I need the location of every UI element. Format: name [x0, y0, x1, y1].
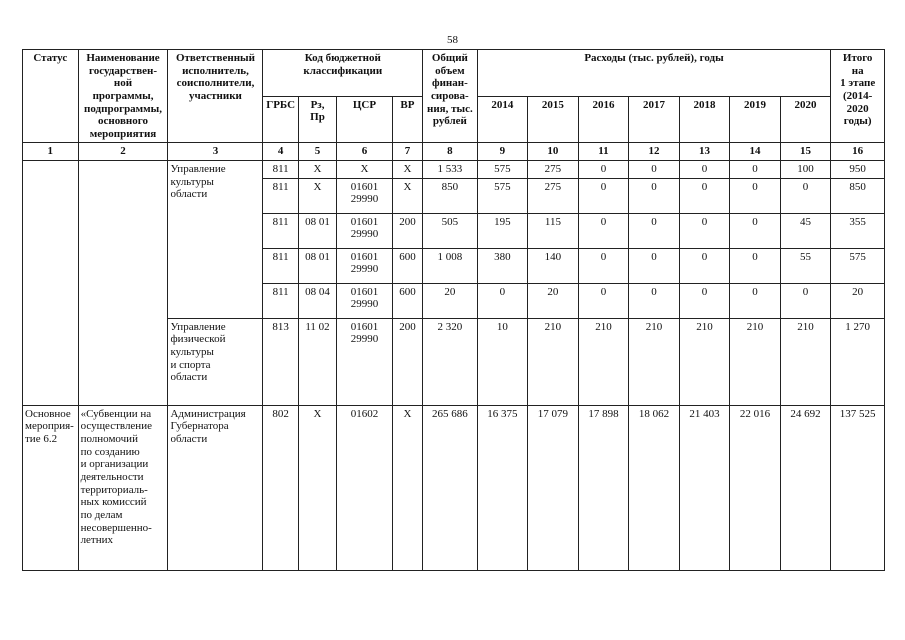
- stage-total-cell: 1 270: [831, 318, 885, 405]
- header-budget-code: Код бюджетной классификации: [263, 50, 423, 97]
- column-number-row: [23, 143, 885, 161]
- year-cell: 55: [780, 248, 831, 283]
- year-cell: 0: [730, 248, 781, 283]
- csr-cell: 01602: [337, 405, 393, 570]
- column-number: 1: [23, 143, 79, 161]
- year-cell: 0: [578, 178, 629, 213]
- csr-cell: 01601 29990: [337, 248, 393, 283]
- rzpr-cell: 08 01: [298, 213, 336, 248]
- header-2017: 2017: [629, 96, 680, 143]
- header-vr: ВР: [392, 96, 422, 143]
- grbs-cell: 811: [263, 161, 298, 179]
- column-number: 9: [477, 143, 528, 161]
- year-cell: 210: [629, 318, 680, 405]
- rzpr-cell: Х: [298, 405, 336, 570]
- column-number: 12: [629, 143, 680, 161]
- year-cell: 275: [528, 178, 579, 213]
- total-cell: 1 008: [423, 248, 478, 283]
- year-cell: 10: [477, 318, 528, 405]
- year-cell: 0: [679, 283, 730, 318]
- total-cell: 2 320: [423, 318, 478, 405]
- header-2016: 2016: [578, 96, 629, 143]
- year-cell: 0: [629, 248, 680, 283]
- year-cell: 17 898: [578, 405, 629, 570]
- year-cell: 21 403: [679, 405, 730, 570]
- column-number: 6: [337, 143, 393, 161]
- year-cell: 210: [679, 318, 730, 405]
- stage-total-cell: 850: [831, 178, 885, 213]
- table-row: [23, 161, 885, 179]
- column-number: 5: [298, 143, 336, 161]
- status-cell-empty: [23, 161, 79, 406]
- grbs-cell: 811: [263, 248, 298, 283]
- year-cell: 0: [679, 213, 730, 248]
- header-expenses: Расходы (тыс. рублей), годы: [477, 50, 831, 97]
- stage-total-cell: 355: [831, 213, 885, 248]
- rzpr-cell: 08 04: [298, 283, 336, 318]
- year-cell: 0: [679, 178, 730, 213]
- year-cell: 0: [629, 213, 680, 248]
- header-status: Статус: [23, 50, 79, 143]
- stage-total-cell: 575: [831, 248, 885, 283]
- grbs-cell: 811: [263, 178, 298, 213]
- executor-cell: Управление физической культуры и спорта области: [168, 318, 263, 405]
- year-cell: 0: [679, 161, 730, 179]
- grbs-cell: 802: [263, 405, 298, 570]
- header-row-1: [23, 50, 885, 97]
- year-cell: 210: [780, 318, 831, 405]
- page-number: 58: [447, 34, 458, 46]
- vr-cell: 600: [392, 248, 422, 283]
- year-cell: 0: [578, 161, 629, 179]
- year-cell: 0: [629, 161, 680, 179]
- name-cell-empty: [78, 161, 168, 406]
- year-cell: 45: [780, 213, 831, 248]
- year-cell: 20: [528, 283, 579, 318]
- rzpr-cell: 11 02: [298, 318, 336, 405]
- year-cell: 195: [477, 213, 528, 248]
- year-cell: 0: [730, 213, 781, 248]
- total-cell: 265 686: [423, 405, 478, 570]
- total-cell: 850: [423, 178, 478, 213]
- year-cell: 0: [578, 283, 629, 318]
- year-cell: 24 692: [780, 405, 831, 570]
- year-cell: 0: [477, 283, 528, 318]
- header-2020: 2020: [780, 96, 831, 143]
- year-cell: 275: [528, 161, 579, 179]
- column-number: 13: [679, 143, 730, 161]
- budget-table: [22, 49, 885, 571]
- executor-cell: Управление культуры области: [168, 161, 263, 319]
- rzpr-cell: 08 01: [298, 248, 336, 283]
- header-rzpr: Рз, Пр: [298, 96, 336, 143]
- year-cell: 0: [629, 283, 680, 318]
- header-executor: Ответственный исполнитель, соисполнители, участники: [168, 50, 263, 143]
- status-cell: Основное мероприя- тие 6.2: [23, 405, 79, 570]
- csr-cell: 01601 29990: [337, 318, 393, 405]
- table-row: [23, 405, 885, 570]
- year-cell: 140: [528, 248, 579, 283]
- year-cell: 0: [730, 283, 781, 318]
- vr-cell: Х: [392, 405, 422, 570]
- column-number: 10: [528, 143, 579, 161]
- column-number: 16: [831, 143, 885, 161]
- vr-cell: 200: [392, 213, 422, 248]
- stage-total-cell: 20: [831, 283, 885, 318]
- year-cell: 17 079: [528, 405, 579, 570]
- year-cell: 0: [780, 178, 831, 213]
- column-number: 7: [392, 143, 422, 161]
- column-number: 3: [168, 143, 263, 161]
- year-cell: 22 016: [730, 405, 781, 570]
- column-number: 2: [78, 143, 168, 161]
- vr-cell: 600: [392, 283, 422, 318]
- executor-cell: Администрация Губернатора области: [168, 405, 263, 570]
- grbs-cell: 811: [263, 213, 298, 248]
- year-cell: 0: [578, 213, 629, 248]
- header-grbs: ГРБС: [263, 96, 298, 143]
- year-cell: 575: [477, 178, 528, 213]
- rzpr-cell: Х: [298, 178, 336, 213]
- header-name: Наименование государствен- ной программы, подпрограммы, основного мероприятия: [78, 50, 168, 143]
- vr-cell: Х: [392, 161, 422, 179]
- csr-cell: 01601 29990: [337, 213, 393, 248]
- grbs-cell: 813: [263, 318, 298, 405]
- csr-cell: 01601 29990: [337, 178, 393, 213]
- year-cell: 0: [730, 178, 781, 213]
- stage-total-cell: 950: [831, 161, 885, 179]
- year-cell: 210: [730, 318, 781, 405]
- year-cell: 0: [629, 178, 680, 213]
- total-cell: 1 533: [423, 161, 478, 179]
- vr-cell: Х: [392, 178, 422, 213]
- year-cell: 0: [780, 283, 831, 318]
- total-cell: 505: [423, 213, 478, 248]
- year-cell: 0: [679, 248, 730, 283]
- year-cell: 575: [477, 161, 528, 179]
- year-cell: 100: [780, 161, 831, 179]
- name-cell: «Субвенции на осуществление полномочий по созданию и организации деятельности территориаль- ных комиссий по делам несовершенно- летних: [78, 405, 168, 570]
- header-csr: ЦСР: [337, 96, 393, 143]
- header-2014: 2014: [477, 96, 528, 143]
- stage-total-cell: 137 525: [831, 405, 885, 570]
- year-cell: 18 062: [629, 405, 680, 570]
- grbs-cell: 811: [263, 283, 298, 318]
- year-cell: 115: [528, 213, 579, 248]
- header-2019: 2019: [730, 96, 781, 143]
- year-cell: 0: [730, 161, 781, 179]
- column-number: 11: [578, 143, 629, 161]
- column-number: 4: [263, 143, 298, 161]
- column-number: 8: [423, 143, 478, 161]
- header-2018: 2018: [679, 96, 730, 143]
- rzpr-cell: Х: [298, 161, 336, 179]
- column-number: 15: [780, 143, 831, 161]
- header-2015: 2015: [528, 96, 579, 143]
- header-total-volume: Общий объем финан- сирова- ния, тыс. рублей: [423, 50, 478, 143]
- column-number: 14: [730, 143, 781, 161]
- total-cell: 20: [423, 283, 478, 318]
- header-stage-total: Итого на 1 этапе (2014- 2020 годы): [831, 50, 885, 143]
- year-cell: 210: [578, 318, 629, 405]
- csr-cell: Х: [337, 161, 393, 179]
- year-cell: 210: [528, 318, 579, 405]
- vr-cell: 200: [392, 318, 422, 405]
- csr-cell: 01601 29990: [337, 283, 393, 318]
- year-cell: 0: [578, 248, 629, 283]
- year-cell: 380: [477, 248, 528, 283]
- year-cell: 16 375: [477, 405, 528, 570]
